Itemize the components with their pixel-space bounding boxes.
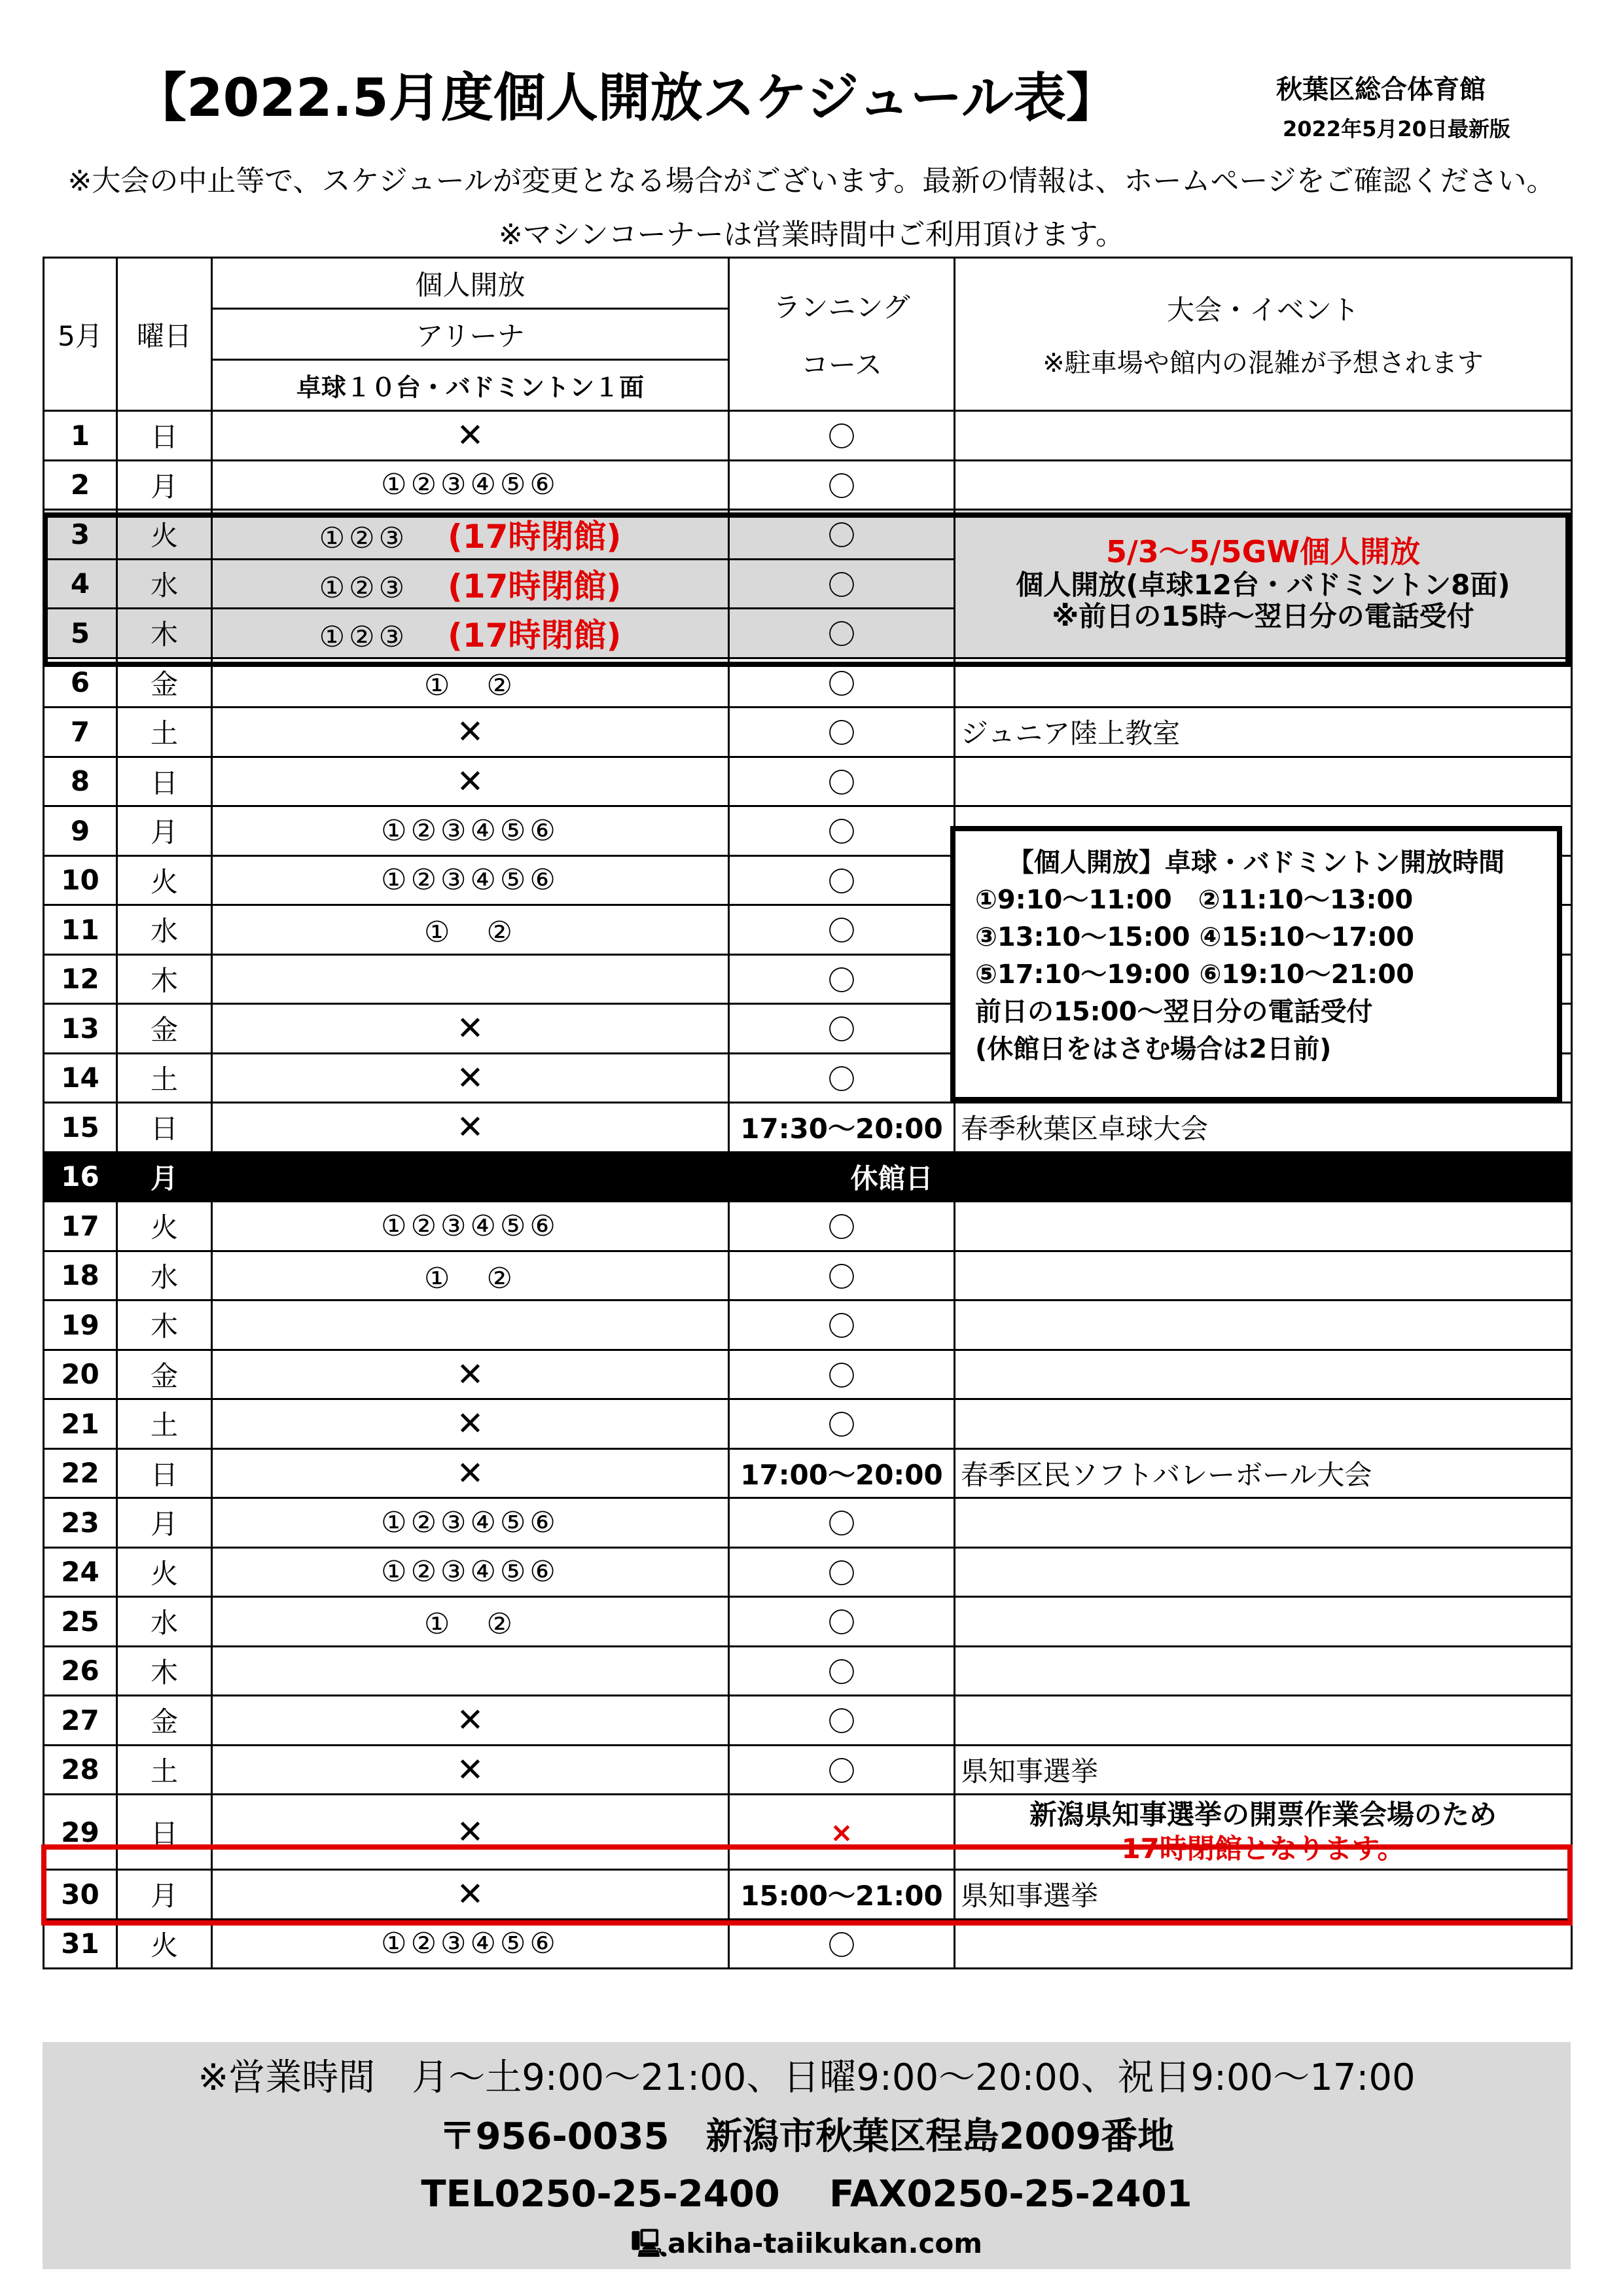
running-cell: 〇 [729, 954, 955, 1004]
cross-mark: ✕ [456, 762, 484, 800]
running-cell: 〇 [729, 1919, 955, 1969]
running-cell: 〇 [729, 855, 955, 905]
weekday-cell: 土 [117, 1053, 212, 1103]
weekday-cell: 月 [117, 460, 212, 510]
day-cell: 17 [44, 1202, 117, 1251]
weekday-cell: 金 [117, 1350, 212, 1399]
table-row [44, 708, 1572, 757]
arena-cell [212, 1745, 729, 1795]
weekday-cell: 土 [117, 708, 212, 757]
table-row [44, 1498, 1572, 1548]
arena-cell [212, 1696, 729, 1746]
schedule-table [43, 257, 1573, 1969]
table-row [44, 1646, 1572, 1696]
event-cell [955, 1597, 1572, 1647]
arena-cell [212, 1597, 729, 1647]
day-cell: 16 [44, 1152, 117, 1202]
event-cell [955, 1350, 1572, 1399]
hours-box-line4: 前日の15:00～翌日分の電話受付 [975, 997, 1373, 1027]
arena-cell [212, 1300, 729, 1350]
gw-event-line1: 5/3～5/5GW個人開放 [1105, 534, 1421, 569]
footer-website-url: akiha-taiikukan.com [668, 2227, 983, 2259]
day-cell: 20 [44, 1350, 117, 1399]
running-cell: 〇 [729, 1300, 955, 1350]
arena-cell [212, 1498, 729, 1548]
election-event-cell [955, 1795, 1572, 1870]
slot-numbers: ①②③④⑤⑥ [381, 814, 560, 848]
slot-numbers: ① ② [424, 1261, 516, 1295]
footer-address: 〒956-0035 新潟市秋葉区程島2009番地 [438, 2115, 1175, 2158]
running-cell: 〇 [729, 1202, 955, 1251]
table-row [44, 1696, 1572, 1746]
arena-cell [212, 460, 729, 510]
running-cell: 17:00～20:00 [729, 1448, 955, 1498]
arena-cell [212, 1202, 729, 1251]
slot-numbers: ① ② [424, 916, 516, 950]
hours-box-line5: (休館日をはさむ場合は2日前) [975, 1034, 1332, 1064]
weekday-cell: 日 [117, 411, 212, 461]
running-cell: 〇 [729, 1498, 955, 1548]
table-row [44, 411, 1572, 461]
day-cell: 23 [44, 1498, 117, 1548]
day-cell: 1 [44, 411, 117, 461]
day-cell: 4 [44, 559, 117, 609]
table-row [44, 1300, 1572, 1350]
day-cell: 7 [44, 708, 117, 757]
running-cell: 〇 [729, 510, 955, 560]
day-cell: 26 [44, 1646, 117, 1696]
day-cell: 21 [44, 1399, 117, 1449]
day-cell: 30 [44, 1870, 117, 1920]
weekday-cell: 金 [117, 1004, 212, 1054]
running-cell: 〇 [729, 1646, 955, 1696]
header-weekday: 曜日 [117, 258, 212, 411]
arena-cell [212, 1350, 729, 1399]
cross-mark: ✕ [456, 713, 484, 751]
gw-event-line3: ※前日の15時～翌日分の電話受付 [1052, 600, 1474, 633]
weekday-cell: 土 [117, 1745, 212, 1795]
early-close-label: (17時閉館) [448, 567, 622, 605]
weekday-cell: 日 [117, 1795, 212, 1870]
cross-mark: ✕ [456, 1405, 484, 1443]
hours-box-title: 【個人開放】卓球・バドミントン開放時間 [1007, 848, 1505, 878]
running-cell: 〇 [729, 905, 955, 955]
weekday-cell: 日 [117, 1448, 212, 1498]
arena-cell [212, 806, 729, 856]
slot-numbers: ①②③④⑤⑥ [381, 1927, 560, 1961]
table-row [44, 658, 1572, 708]
slot-numbers: ① ② [424, 668, 516, 702]
weekday-cell: 水 [117, 559, 212, 609]
weekday-cell: 金 [117, 1696, 212, 1746]
weekday-cell: 水 [117, 1597, 212, 1647]
day-cell: 5 [44, 609, 117, 658]
header-event [955, 258, 1572, 411]
running-cell: 〇 [729, 1745, 955, 1795]
event-cell [955, 658, 1572, 708]
election-event-line2: 17時閉館となります。 [1121, 1833, 1405, 1865]
weekday-cell: 木 [117, 1300, 212, 1350]
day-cell: 22 [44, 1448, 117, 1498]
footer-business-hours: ※営業時間 月～土9:00～21:00、日曜9:00～20:00、祝日9:00～17:00 [198, 2056, 1416, 2099]
early-close-label: (17時閉館) [448, 617, 622, 655]
event-cell [955, 411, 1572, 461]
opening-hours-box [950, 826, 1562, 1102]
header-event-line2: ※駐車場や館内の混雑が予想されます [1043, 348, 1484, 378]
day-cell: 12 [44, 954, 117, 1004]
arena-cell [212, 1870, 729, 1920]
event-cell [955, 1300, 1572, 1350]
day-cell: 19 [44, 1300, 117, 1350]
weekday-cell: 月 [117, 1152, 212, 1202]
arena-cell [212, 510, 729, 560]
running-cell: 〇 [729, 1350, 955, 1399]
event-cell: 春季秋葉区卓球大会 [955, 1103, 1572, 1153]
arena-cell [212, 1795, 729, 1870]
header-arena: アリーナ [212, 309, 729, 360]
updated-date: 2022年5月20日最新版 [1283, 117, 1510, 141]
cross-mark: ✕ [456, 1108, 484, 1147]
header-personal: 個人開放 [212, 258, 729, 309]
table-row [44, 1919, 1572, 1969]
day-cell: 2 [44, 460, 117, 510]
table-row [44, 460, 1572, 510]
cross-mark: ✕ [456, 1058, 484, 1097]
day-cell: 3 [44, 510, 117, 560]
arena-cell [212, 658, 729, 708]
running-cell: 〇 [729, 1004, 955, 1054]
weekday-cell: 日 [117, 757, 212, 806]
cross-mark: ✕ [456, 1454, 484, 1492]
running-cell: 17:30～20:00 [729, 1103, 955, 1153]
page-title: 【2022.5月度個人開放スケジュール表】 [134, 67, 1118, 128]
arena-cell [212, 1103, 729, 1153]
day-cell: 14 [44, 1053, 117, 1103]
event-cell [955, 1696, 1572, 1746]
arena-cell [212, 1004, 729, 1054]
arena-cell [212, 411, 729, 461]
event-cell [955, 1547, 1572, 1597]
footer-tel-fax: TEL0250-25-2400 FAX0250-25-2401 [421, 2173, 1192, 2215]
running-cell: 〇 [729, 1251, 955, 1300]
closed-day-cell: 休館日 [212, 1152, 1572, 1202]
event-cell [955, 1498, 1572, 1548]
header-running-line2: コース [801, 348, 882, 381]
notice-schedule-change: ※大会の中止等で、スケジュールが変更となる場合がございます。最新の情報は、ホームページをご確認ください。 [67, 164, 1556, 198]
weekday-cell: 月 [117, 806, 212, 856]
event-cell: 県知事選挙 [955, 1745, 1572, 1795]
day-cell: 28 [44, 1745, 117, 1795]
arena-cell [212, 905, 729, 955]
running-cell: 〇 [729, 658, 955, 708]
cross-mark: ✕ [456, 1875, 484, 1914]
gw-event-line2: 個人開放(卓球12台・バドミントン8面) [1016, 568, 1510, 601]
table-row [44, 1399, 1572, 1449]
cross-mark: ✕ [456, 1009, 484, 1048]
day-cell: 10 [44, 855, 117, 905]
cross-mark: ✕ [456, 1701, 484, 1740]
hours-box-line1: ①9:10～11:00 ②11:10～13:00 [975, 885, 1414, 915]
table-row [44, 1251, 1572, 1300]
running-cell: 〇 [729, 1053, 955, 1103]
election-event-line1: 新潟県知事選挙の開票作業会場のため [1029, 1798, 1497, 1831]
running-cell: 〇 [729, 1399, 955, 1449]
weekday-cell: 火 [117, 1547, 212, 1597]
day-cell: 18 [44, 1251, 117, 1300]
weekday-cell: 木 [117, 1646, 212, 1696]
day-cell: 13 [44, 1004, 117, 1054]
event-cell [955, 1919, 1572, 1969]
slot-numbers: ①②③ [319, 522, 409, 556]
table-row [44, 757, 1572, 806]
day-cell: 24 [44, 1547, 117, 1597]
arena-cell [212, 757, 729, 806]
event-cell: ジュニア陸上教室 [955, 708, 1572, 757]
running-cell: 〇 [729, 460, 955, 510]
day-cell: 27 [44, 1696, 117, 1746]
slot-numbers: ① ② [424, 1607, 516, 1641]
weekday-cell: 木 [117, 954, 212, 1004]
slot-numbers: ①②③④⑤⑥ [381, 1209, 560, 1243]
running-cell: 〇 [729, 411, 955, 461]
day-cell: 11 [44, 905, 117, 955]
day-cell: 15 [44, 1103, 117, 1153]
slot-numbers: ①②③④⑤⑥ [381, 1555, 560, 1589]
arena-cell [212, 1547, 729, 1597]
running-cell: 〇 [729, 806, 955, 856]
weekday-cell: 火 [117, 510, 212, 560]
running-cell: 〇 [729, 609, 955, 658]
arena-cell [212, 559, 729, 609]
gw-event-cell [955, 510, 1572, 658]
table-row [44, 1350, 1572, 1399]
header-running-line1: ランニング [773, 291, 910, 323]
running-cell: × [729, 1795, 955, 1870]
header-running [729, 258, 955, 411]
table-row [44, 1795, 1572, 1870]
slot-numbers: ①②③ [319, 571, 409, 605]
cross-mark: ✕ [456, 416, 484, 455]
day-cell: 8 [44, 757, 117, 806]
computer-icon: 🖳 [630, 2227, 668, 2259]
running-cell: 〇 [729, 1696, 955, 1746]
header-event-line1: 大会・イベント [1166, 294, 1359, 326]
weekday-cell: 火 [117, 1919, 212, 1969]
header-month: 5月 [44, 258, 117, 411]
header-arena-detail: 卓球１０台・バドミントン１面 [212, 360, 729, 411]
table-row [44, 1103, 1572, 1153]
table-row [44, 1870, 1572, 1920]
slot-numbers: ①②③④⑤⑥ [381, 468, 560, 502]
footer-info [43, 2042, 1571, 2269]
table-row [44, 510, 1572, 560]
hours-box-line3: ⑤17:10～19:00 ⑥19:10～21:00 [975, 960, 1414, 990]
footer-website[interactable] [43, 2224, 1571, 2270]
event-cell [955, 1646, 1572, 1696]
running-cell: 15:00～21:00 [729, 1870, 955, 1920]
running-cell: 〇 [729, 1597, 955, 1647]
weekday-cell: 日 [117, 1103, 212, 1153]
early-close-label: (17時閉館) [448, 518, 622, 556]
arena-cell [212, 609, 729, 658]
arena-cell [212, 708, 729, 757]
arena-cell [212, 954, 729, 1004]
day-cell: 25 [44, 1597, 117, 1647]
cross-mark: ✕ [456, 1813, 484, 1851]
running-cell: 〇 [729, 708, 955, 757]
notice-machine-corner: ※マシンコーナーは営業時間中ご利用頂けます。 [498, 218, 1125, 251]
table-row [44, 1448, 1572, 1498]
arena-cell [212, 855, 729, 905]
running-cell: 〇 [729, 1547, 955, 1597]
weekday-cell: 水 [117, 1251, 212, 1300]
day-cell: 6 [44, 658, 117, 708]
running-cell: 〇 [729, 559, 955, 609]
arena-cell [212, 1399, 729, 1449]
slot-numbers: ①②③④⑤⑥ [381, 863, 560, 897]
arena-cell [212, 1448, 729, 1498]
cross-mark: ✕ [456, 1355, 484, 1393]
weekday-cell: 月 [117, 1498, 212, 1548]
day-cell: 31 [44, 1919, 117, 1969]
event-cell: 春季区民ソフトバレーボール大会 [955, 1448, 1572, 1498]
weekday-cell: 金 [117, 658, 212, 708]
table-row [44, 1597, 1572, 1647]
arena-cell [212, 1646, 729, 1696]
weekday-cell: 水 [117, 905, 212, 955]
table-row [44, 1547, 1572, 1597]
event-cell [955, 1202, 1572, 1251]
table-row [44, 1745, 1572, 1795]
running-cell: 〇 [729, 757, 955, 806]
table-row [44, 1202, 1572, 1251]
arena-cell [212, 1053, 729, 1103]
weekday-cell: 木 [117, 609, 212, 658]
arena-cell [212, 1251, 729, 1300]
event-cell [955, 1399, 1572, 1449]
event-cell [955, 460, 1572, 510]
weekday-cell: 土 [117, 1399, 212, 1449]
venue-name: 秋葉区総合体育館 [1276, 75, 1486, 105]
cross-mark: ✕ [456, 1750, 484, 1789]
event-cell [955, 757, 1572, 806]
table-row [44, 1152, 1572, 1202]
day-cell: 29 [44, 1795, 117, 1870]
weekday-cell: 火 [117, 1202, 212, 1251]
hours-box-line2: ③13:10～15:00 ④15:10～17:00 [975, 922, 1414, 952]
day-cell: 9 [44, 806, 117, 856]
slot-numbers: ①②③④⑤⑥ [381, 1505, 560, 1539]
weekday-cell: 月 [117, 1870, 212, 1920]
event-cell: 県知事選挙 [955, 1870, 1572, 1920]
weekday-cell: 火 [117, 855, 212, 905]
event-cell [955, 1251, 1572, 1300]
slot-numbers: ①②③ [319, 620, 409, 655]
arena-cell [212, 1919, 729, 1969]
